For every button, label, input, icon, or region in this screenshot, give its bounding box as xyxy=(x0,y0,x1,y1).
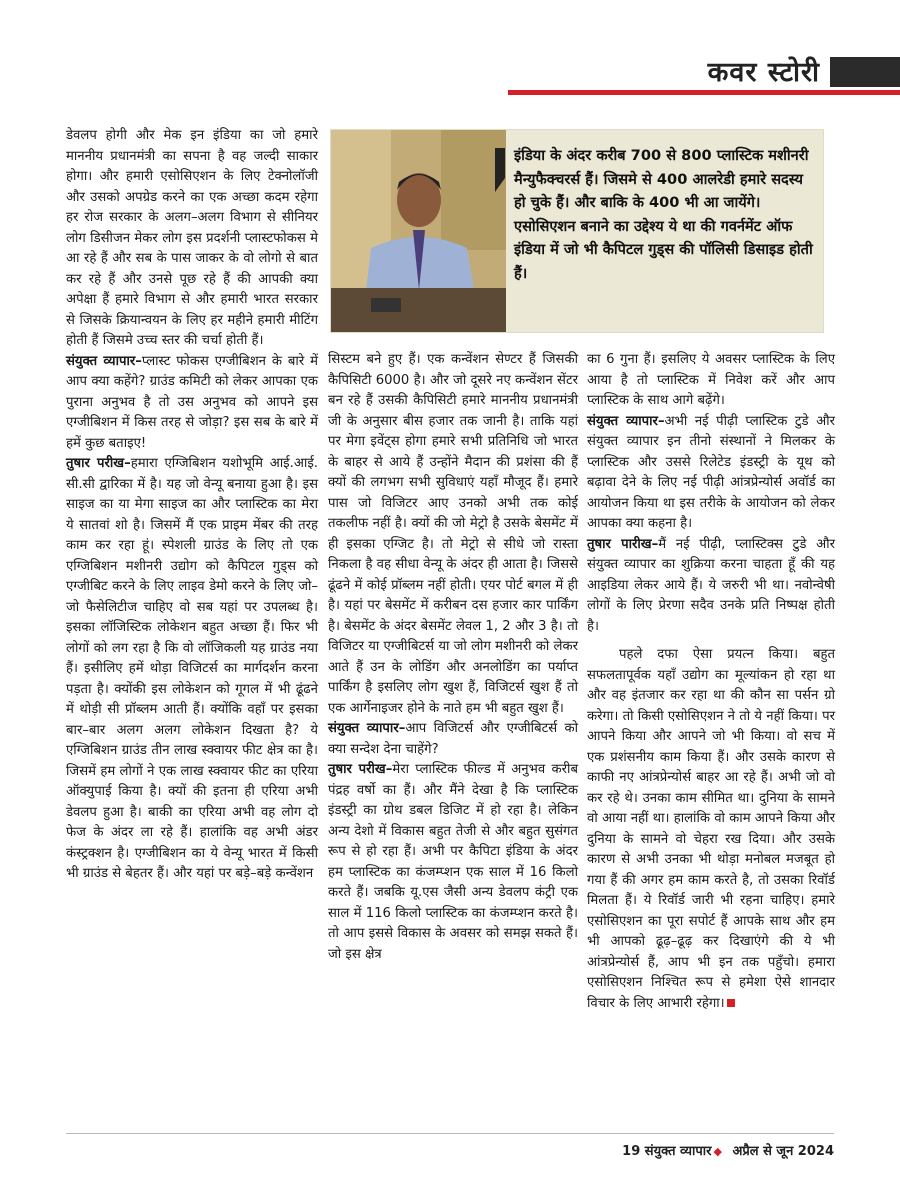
header-red-rule xyxy=(508,90,900,95)
speaker-label: संयुक्त व्यापार– xyxy=(66,353,142,369)
answer xyxy=(328,760,578,965)
page-footer xyxy=(622,1141,834,1159)
answer xyxy=(66,454,318,885)
question-text: अभी नई पीढ़ी प्लास्टिक टुडे और संयुक्त व्यापार इन तीनो संस्थानों ने मिलकर के प्लास्टिक और उससे रिलेटेड इंडस्ट्री के यूथ को बढ़ावा देने के लिए नई पीढ़ी आंत्रप्रेन्योर्स अवॉर्ड का आयोजन किया था इस तरीके के आयोजन को लेकर आपका क्या कहना है। xyxy=(587,413,835,531)
paragraph: का 6 गुना हैं। इसलिए ये अवसर प्लास्टिक के लिए आया है तो प्लास्टिक में निवेश करें और आप प्लास्टिक के साथ आगे बढ़ेंगे। xyxy=(587,352,835,408)
paragraph xyxy=(587,645,835,1014)
question xyxy=(587,412,835,535)
paragraph: डेवलप होगी और मेक इन इंडिया का जो हमारे माननीय प्रधानमंत्री का सपना है वह जल्दी साकार होगा। और हमारी एसोसिएशन के लिए टेक्नोलॉजी और उसको अपग्रेड करने का एक अच्छा कदम रहेगा हर रोज सरकार के अलग–अलग विभाग से सीनियर लोग डिसीजन मेकर लोग इस प्रदर्शनी प्लास्टफोकस मे आ रहे हैं और सब के पास जाकर के वो लोगो से बात कर रहे हैं और उनसे पूछ रहे हैं की आपकी क्या अपेक्षा हैं हमारे विभाग से और हमारी भारत सरकार से जिसके क्रियान्वयन के लिए हर महीने हमारी मीटिंग होती हैं जिसमे उच्च स्तर की चर्चा होती हैं। xyxy=(66,128,318,348)
column-2 xyxy=(328,350,578,965)
section-title-block xyxy=(830,57,900,87)
page-number: 19 xyxy=(622,1144,641,1159)
diamond-icon: ◆ xyxy=(713,1145,722,1158)
issue-date: अप्रैल से जून 2024 xyxy=(732,1144,834,1159)
speaker-label: तुषार परीख– xyxy=(328,762,393,777)
quote-mark-icon xyxy=(495,148,505,178)
speaker-label: तुषार परीख– xyxy=(66,456,131,471)
question xyxy=(328,719,578,760)
pull-quote-box xyxy=(330,129,824,333)
paragraph: सिस्टम बने हुए हैं। एक कन्वेंशन सेण्टर हैं जिसकी कैपिसिटी 6000 है। और जो दूसरे नए कन्वेंशन सेंटर बन रहे हैं उसकी कैपिसिटी हमारे माननीय प्रधानमंत्री जी के अनुसार बीस हजार तक जानी है। ताकि यहां पर मेगा इवेंट्स होगा हमारे सभी प्रतिनिधि जो भारत के बाहर से आये हैं उन्होंने मैदान की प्रशंसा की हैं क्यों की लगभग सभी सुविधाएं यहाँ मौजूद हैं। हमारे पास जो विजिटर आए उनको अभी तक कोई तकलीफ नहीं है। क्यों की जो मेट्रो है उसके बेसमेंट में ही इसका एग्जिट है। तो मेट्रो से सीधे जो रास्ता निकला है वह सीधा वेन्यू के अंदर ही आता है। जिससे ढूंढने में कोई प्रॉब्लम नहीं होती। एयर पोर्ट बगल में ही है। यहां पर बेसमेंट में करीबन दस हजार कार पार्किंग है। बेसमेंट के अंदर बेसमेंट लेवल 1, 2 और 3 है। तो विजिटर या एग्जीबिटर्स या जो लोग मशीनरी को लेकर आते हैं उन के लोडिंग और अनलोडिंग का पर्याप्त पार्किंग है इसलिए लोग खुश हैं, विजिटर्स खुश हैं तो एक आर्गेनाइजर होने के नाते हम भी बहुत खुश हैं। xyxy=(328,352,578,716)
question-text: प्लास्ट फोकस एग्जीबिशन के बारे में आप क्या कहेंगे? ग्राउंड कमिटी को लेकर आपका एक पुराना अनुभव है तो उस अनुभव को आपने इस एग्जीबिशन में किस तरह से जोड़ा? इस सब के बारे में हमें कुछ बताइए! xyxy=(66,353,318,451)
speaker-label: संयुक्त व्यापार– xyxy=(587,413,665,429)
answer xyxy=(587,535,835,638)
publication-name: संयुक्त व्यापार xyxy=(644,1144,712,1159)
question xyxy=(66,352,318,455)
answer-text: हमारा एग्जिबिशन यशोभूमि आई.आई. सी.सी द्वारिका में है। यह जो वेन्यू बनाया हुआ है। इस साइज का या मेगा साइज का और प्लास्टिक का मेरा ये सातवां शो है। जिसमें मैं एक प्राइम मेंबर की तरह काम कर रहा हूं। स्पेशली ग्राउंड के लिए तो एक एग्जिबिशन मशीनरी उद्योग को कैपिटल गुड्स को एग्जीबिट करने के लिए लाइव डेमो करने के लिए जो–जो फैसेलिटीज चाहिए वो सब यहां पर उपलब्ध है। इसका लॉजिस्टिक लोकेशन बहुत अच्छा हैं। फिर भी लोगों को लग रहा है कि वो लॉजिकली यह ग्राउंड नया हैं। इसीलिए हमें थोड़ा विजिटर्स का मार्गदर्शन करना पड़ता है। क्योंकी इस लोकेशन को गूगल में भी ढूंढने में थोड़ी सी प्रॉब्लम आती हैं। क्योंकि वहाँ पर इसका बार–बार अलग अलग लोकेशन दिखता है? ये एग्जिबिशन ग्राउंड तीन लाख स्क्वायर फीट क्षेत्र का है। जिसमें हम लोगों ने एक लाख स्क्वायर फीट का एरिया ऑक्युपाई किया है। क्यों की इतना ही एरिया अभी डेवलप हुआ है। बाकी का एरिया अभी वह लोग दो फेज के अंदर ला रहे हैं। हालांकि वह अभी अंडर कंस्ट्रक्शन है। एग्जीबिशन का ये वेन्यू भारत में किसी भी ग्राउंड से बेहतर हैं। और यहां पर बड़े–बड़े कन्वेंशन xyxy=(66,456,318,881)
question-text: आप विजिटर्स और एग्जीबिटर्स को क्या सन्देश देना चाहेंगे? xyxy=(328,721,578,757)
speaker-label: संयुक्त व्यापार– xyxy=(328,721,406,736)
answer-text: मैं नई पीढ़ी, प्लास्टिक्स टुडे और संयुक्त व्यापार का शुक्रिया करना चाहता हूँ की यह आइडिया लेकर आये हैं। ये जरुरी भी था। नवोन्वेषी लोगों के लिए प्रेरणा सदैव उनके प्रति निष्पक्ष होती है। xyxy=(587,536,835,634)
interviewee-photo xyxy=(331,130,506,332)
column-3 xyxy=(587,350,835,1014)
section-title: कवर स्टोरी xyxy=(707,57,820,88)
answer-text: मेरा प्लास्टिक फील्ड में अनुभव करीब पंद्रह वर्षो का हैं। और मैंने देखा है कि प्लास्टिक इंडस्ट्री का ग्रोथ डबल डिजिट में हो रहा है। लेकिन अन्य देशो में विकास बहुत तेजी से और बहुत सुसंगत रूप से हो रहा हैं। अभी पर कैपिटा इंडिया के अंदर हम प्लास्टिक का कंजम्प्शन एक साल में 16 किलो करते हैं। जबकि यू.एस जैसी अन्य डेवलप कंट्री एक साल में 116 किलो प्लास्टिक का कंजम्प्शन करते है। तो आप इससे विकास के अवसर को समझ सकते हैं। जो इस क्षेत्र xyxy=(328,762,578,962)
interviewee-photo-graphic xyxy=(331,130,506,332)
end-mark-icon xyxy=(727,999,735,1007)
paragraph-text: पहले दफा ऐसा प्रयत्न किया। बहुत सफलतापूर्वक यहाँ उद्योग का मूल्यांकन हो रहा था और वह इंतजार कर रहा था की कौन सा पर्सन ग्रो करेगा। तो किसी एसोसिएशन ने तो ये नहीं किया। पर आपने किया और आपने जो भी किया। वो सच में एक प्रशंसनीय काम किया हैं। और उसके कारण से काफी नए आंत्रप्रेन्योर्स बाहर आ रहे हैं। अभी जो वो कर रहे थे। उनका काम सीमित था। दुनिया के सामने वो आया नहीं था। हालांकि वो काम आपने किया और दुनिया के सामने वो चेहरा रख दिया। और उसके कारण से अभी उनका भी थोड़ा मनोबल मजबूत हो गया हैं की अगर हम काम करते है, तो उसका रिवॉर्ड मिलता हैं। ये रिवॉर्ड जारी भी रहना चाहिए। हमारे एसोसिएशन का पूरा सपोर्ट हैं आपके साथ और हम भी आपको ढूढ़–ढूढ़ कर दिखाएंगे की ये भी आंत्रप्रेन्योर्स हैं, आप भी इन तक पहुँचो। हमारा एसोसिएशन निश्चित रूप से हमेशा ऐसे शानदार विचार के लिए आभारी रहेगा। xyxy=(587,647,835,1011)
pull-quote-text: इंडिया के अंदर करीब 700 से 800 प्लास्टिक मशीनरी मैन्युफैक्चरर्स हैं। जिसमे से 400 आलरेडी हमारे सदस्य हो चुके हैं। और बाकि के 400 भी आ जायेंगे। एसोसिएशन बनाने का उद्देश्य ये था की गवर्नमेंट ऑफ इंडिया में जो भी कैपिटल गुड्स की पॉलिसी डिसाइड होती हैं। xyxy=(514,147,813,282)
speaker-label: तुषार पारीख– xyxy=(587,536,659,552)
footer-rule xyxy=(66,1133,834,1134)
column-1 xyxy=(66,126,318,885)
